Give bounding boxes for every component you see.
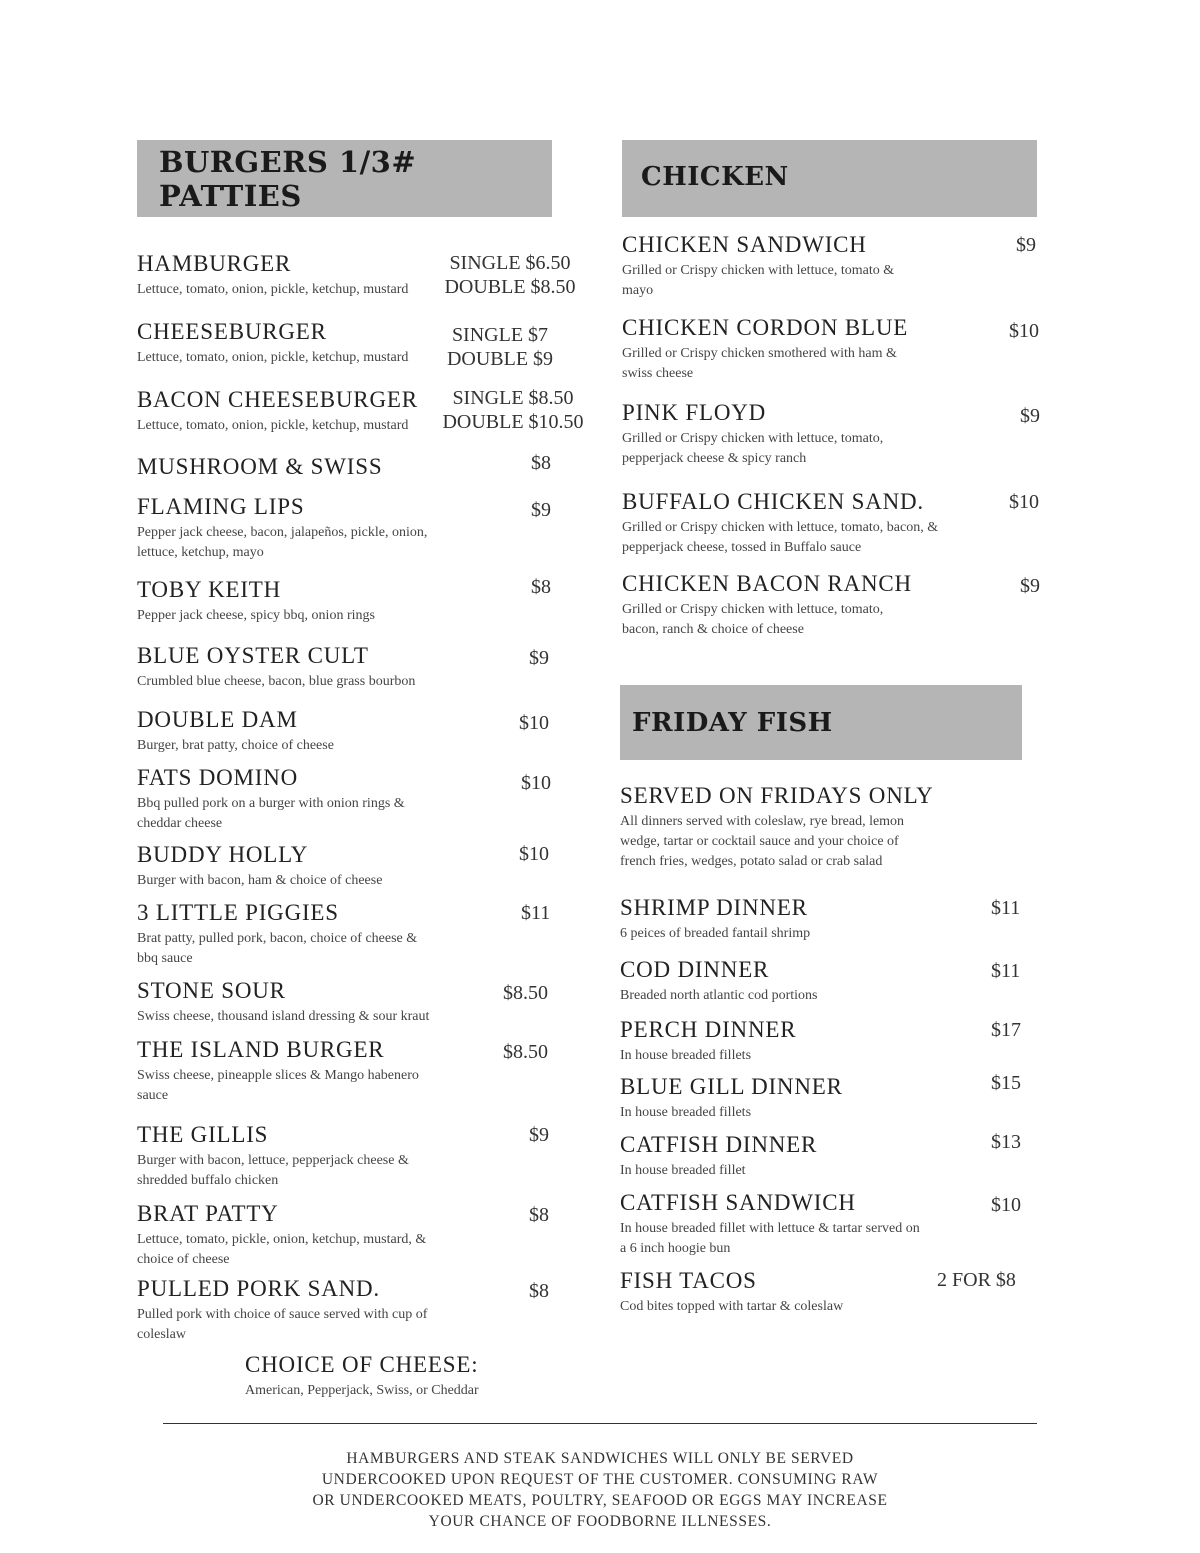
item-desc: Burger with bacon, lettuce, pepperjack cheese & shredded buffalo chicken (137, 1153, 409, 1188)
item-desc: Grilled or Crispy chicken with lettuce, tomato, bacon, & pepperjack cheese, tossed in Buffalo sauce (622, 520, 939, 555)
item-name: BLUE OYSTER CULT (137, 643, 369, 668)
menu-item-cod-dinner (620, 957, 920, 1006)
item-desc: Lettuce, tomato, onion, pickle, ketchup, mustard (137, 350, 409, 365)
footer-divider (163, 1423, 1037, 1424)
menu-item-bacon-cheeseburger (137, 387, 437, 436)
item-price: $8 (529, 1280, 549, 1302)
menu-item-toby-keith (137, 577, 447, 626)
item-desc: Burger, brat patty, choice of cheese (137, 738, 334, 753)
item-desc: Bbq pulled pork on a burger with onion rings & cheddar cheese (137, 796, 405, 831)
item-desc: Breaded north atlantic cod portions (620, 988, 818, 1003)
item-price: $11 (991, 960, 1021, 982)
item-name: PINK FLOYD (622, 400, 767, 425)
menu-item-catfish-sandwich (620, 1190, 920, 1259)
menu-item-chicken-sandwich (622, 232, 922, 301)
item-price: $11 (521, 902, 551, 924)
item-price: $13 (991, 1131, 1021, 1153)
menu-item-buffalo-chicken-sand (622, 489, 942, 558)
item-name: STONE SOUR (137, 978, 286, 1003)
item-name: SHRIMP DINNER (620, 895, 808, 920)
item-price: $9 (531, 499, 551, 521)
item-desc: Pepper jack cheese, spicy bbq, onion rings (137, 608, 375, 623)
menu-item-blue-oyster-cult (137, 643, 457, 692)
item-desc: Cod bites topped with tartar & coleslaw (620, 1299, 844, 1314)
item-price: $15 (991, 1072, 1021, 1094)
item-desc: In house breaded fillet (620, 1163, 746, 1178)
item-name: TOBY KEITH (137, 577, 282, 602)
item-name: HAMBURGER (137, 251, 292, 276)
item-desc: Crumbled blue cheese, bacon, blue grass bourbon (137, 674, 416, 689)
item-name: CHICKEN SANDWICH (622, 232, 867, 257)
item-desc: Pulled pork with choice of sauce served with cup of coleslaw (137, 1307, 428, 1342)
item-desc: Grilled or Crispy chicken with lettuce, tomato, bacon, ranch & choice of cheese (622, 602, 884, 637)
item-price: $10 (521, 772, 551, 794)
item-price: $17 (991, 1019, 1021, 1041)
item-name: COD DINNER (620, 957, 770, 982)
menu-item-catfish-dinner (620, 1132, 920, 1181)
menu-item-brat-patty (137, 1201, 447, 1270)
item-desc: Lettuce, tomato, pickle, onion, ketchup, mustard, & choice of cheese (137, 1232, 427, 1267)
item-price: $9 (1020, 575, 1040, 597)
menu-item-the-gillis (137, 1122, 437, 1191)
price-single: SINGLE $7 (451, 324, 549, 346)
disclaimer-line: HAMBURGERS AND STEAK SANDWICHES WILL ONLY BE SERVED (346, 1450, 854, 1467)
item-price (428, 386, 598, 434)
disclaimer-line: YOUR CHANCE OF FOODBORNE ILLNESSES. (428, 1513, 772, 1530)
item-desc: Grilled or Crispy chicken smothered with ham & swiss cheese (622, 346, 897, 381)
item-desc: Brat patty, pulled pork, bacon, choice of cheese & bbq sauce (137, 931, 418, 966)
menu-item-buddy-holly (137, 842, 457, 891)
menu-item-fish-tacos (620, 1268, 920, 1317)
item-desc: Pepper jack cheese, bacon, jalapeños, pickle, onion, lettuce, ketchup, mayo (137, 525, 428, 560)
menu-item-mushroom-swiss (137, 454, 437, 480)
menu-item-flaming-lips (137, 494, 447, 563)
item-desc: In house breaded fillets (620, 1105, 752, 1120)
item-price: $8.50 (503, 1041, 548, 1063)
menu-item-hamburger (137, 251, 437, 300)
item-price: $10 (1009, 320, 1039, 342)
menu-item-3-little-piggies (137, 900, 437, 969)
item-price: $8 (531, 576, 551, 598)
item-name: PULLED PORK SAND. (137, 1276, 380, 1301)
item-name: CHICKEN CORDON BLUE (622, 315, 909, 340)
menu-item-blue-gill-dinner (620, 1074, 920, 1123)
menu-item-pink-floyd (622, 400, 922, 469)
item-price: $11 (991, 897, 1021, 919)
chicken-title: CHICKEN (641, 162, 789, 192)
item-name: FISH TACOS (620, 1268, 757, 1293)
item-price: $9 (529, 1124, 549, 1146)
item-price: $8 (529, 1204, 549, 1226)
item-price (430, 251, 590, 299)
item-price: $8 (531, 452, 551, 474)
item-name: CHEESEBURGER (137, 319, 327, 344)
item-price: $9 (529, 647, 549, 669)
item-name: CATFISH SANDWICH (620, 1190, 856, 1215)
fish-intro (620, 783, 934, 872)
item-name: FLAMING LIPS (137, 494, 305, 519)
item-name: CHICKEN BACON RANCH (622, 571, 912, 596)
item-desc: Swiss cheese, thousand island dressing & sour kraut (137, 1009, 430, 1024)
item-price: 2 FOR $8 (937, 1269, 1016, 1291)
price-single: SINGLE $8.50 (452, 387, 574, 409)
menu-item-double-dam (137, 707, 457, 756)
disclaimer-line: OR UNDERCOOKED MEATS, POULTRY, SEAFOOD OR EGGS MAY INCREASE (312, 1492, 888, 1509)
menu-item-chicken-cordon-blue (622, 315, 922, 384)
item-name: BUDDY HOLLY (137, 842, 309, 867)
item-desc: Swiss cheese, pineapple slices & Mango habenero sauce (137, 1068, 419, 1103)
item-desc: Lettuce, tomato, onion, pickle, ketchup, mustard (137, 282, 409, 297)
disclaimer-line: UNDERCOOKED UPON REQUEST OF THE CUSTOMER. CONSUMING RAW (321, 1471, 879, 1488)
menu-item-stone-sour (137, 978, 457, 1027)
item-price: $9 (1020, 405, 1040, 427)
item-desc: Burger with bacon, ham & choice of cheese (137, 873, 383, 888)
price-single: SINGLE $6.50 (449, 252, 571, 274)
menu-item-the-island-burger (137, 1037, 437, 1106)
price-double: DOUBLE $9 (446, 348, 554, 370)
fish-title: FRIDAY FISH (632, 707, 833, 738)
cheese-desc: American, Pepperjack, Swiss, or Cheddar (245, 1383, 479, 1398)
menu-item-pulled-pork-sand (137, 1276, 447, 1345)
fish-intro-desc: All dinners served with coleslaw, rye bread, lemon wedge, tartar or cocktail sauce and your choice of french fries, wedges, potato salad or crab salad (620, 814, 905, 869)
menu-item-cheeseburger (137, 319, 437, 368)
item-name: THE ISLAND BURGER (137, 1037, 385, 1062)
item-name: BRAT PATTY (137, 1201, 279, 1226)
item-name: MUSHROOM & SWISS (137, 454, 383, 479)
item-name: 3 LITTLE PIGGIES (137, 900, 339, 925)
menu-item-shrimp-dinner (620, 895, 920, 944)
item-name: BACON CHEESEBURGER (137, 387, 418, 412)
chicken-header (622, 140, 1037, 217)
item-name: PERCH DINNER (620, 1017, 797, 1042)
item-name: DOUBLE DAM (137, 707, 298, 732)
item-name: CATFISH DINNER (620, 1132, 818, 1157)
item-desc: Grilled or Crispy chicken with lettuce, tomato & mayo (622, 263, 895, 298)
item-desc: Grilled or Crispy chicken with lettuce, tomato, pepperjack cheese & spicy ranch (622, 431, 884, 466)
item-name: BUFFALO CHICKEN SAND. (622, 489, 924, 514)
menu-item-chicken-bacon-ranch (622, 571, 922, 640)
disclaimer (250, 1448, 950, 1532)
item-price: $10 (519, 843, 549, 865)
item-desc: In house breaded fillet with lettuce & tartar served on a 6 inch hoogie bun (620, 1221, 920, 1256)
burgers-header (137, 140, 552, 217)
item-price: $10 (991, 1194, 1021, 1216)
fish-intro-title: SERVED ON FRIDAYS ONLY (620, 783, 934, 808)
item-desc: Lettuce, tomato, onion, pickle, ketchup, mustard (137, 418, 409, 433)
menu-item-perch-dinner (620, 1017, 920, 1066)
item-price: $10 (1009, 491, 1039, 513)
item-price: $8.50 (503, 982, 548, 1004)
price-double: DOUBLE $10.50 (442, 411, 584, 433)
item-name: FATS DOMINO (137, 765, 299, 790)
item-price: $9 (1016, 234, 1036, 256)
item-desc: In house breaded fillets (620, 1048, 752, 1063)
item-desc: 6 peices of breaded fantail shrimp (620, 926, 811, 941)
fish-header (620, 685, 1022, 760)
item-price: $10 (519, 712, 549, 734)
burgers-title: BURGERS 1/3# PATTIES (159, 144, 417, 213)
choice-of-cheese (245, 1352, 565, 1401)
item-price (420, 323, 580, 371)
item-name: BLUE GILL DINNER (620, 1074, 843, 1099)
cheese-title: CHOICE OF CHEESE: (245, 1352, 479, 1377)
price-double: DOUBLE $8.50 (444, 276, 576, 298)
item-name: THE GILLIS (137, 1122, 269, 1147)
menu-item-fats-domino (137, 765, 437, 834)
